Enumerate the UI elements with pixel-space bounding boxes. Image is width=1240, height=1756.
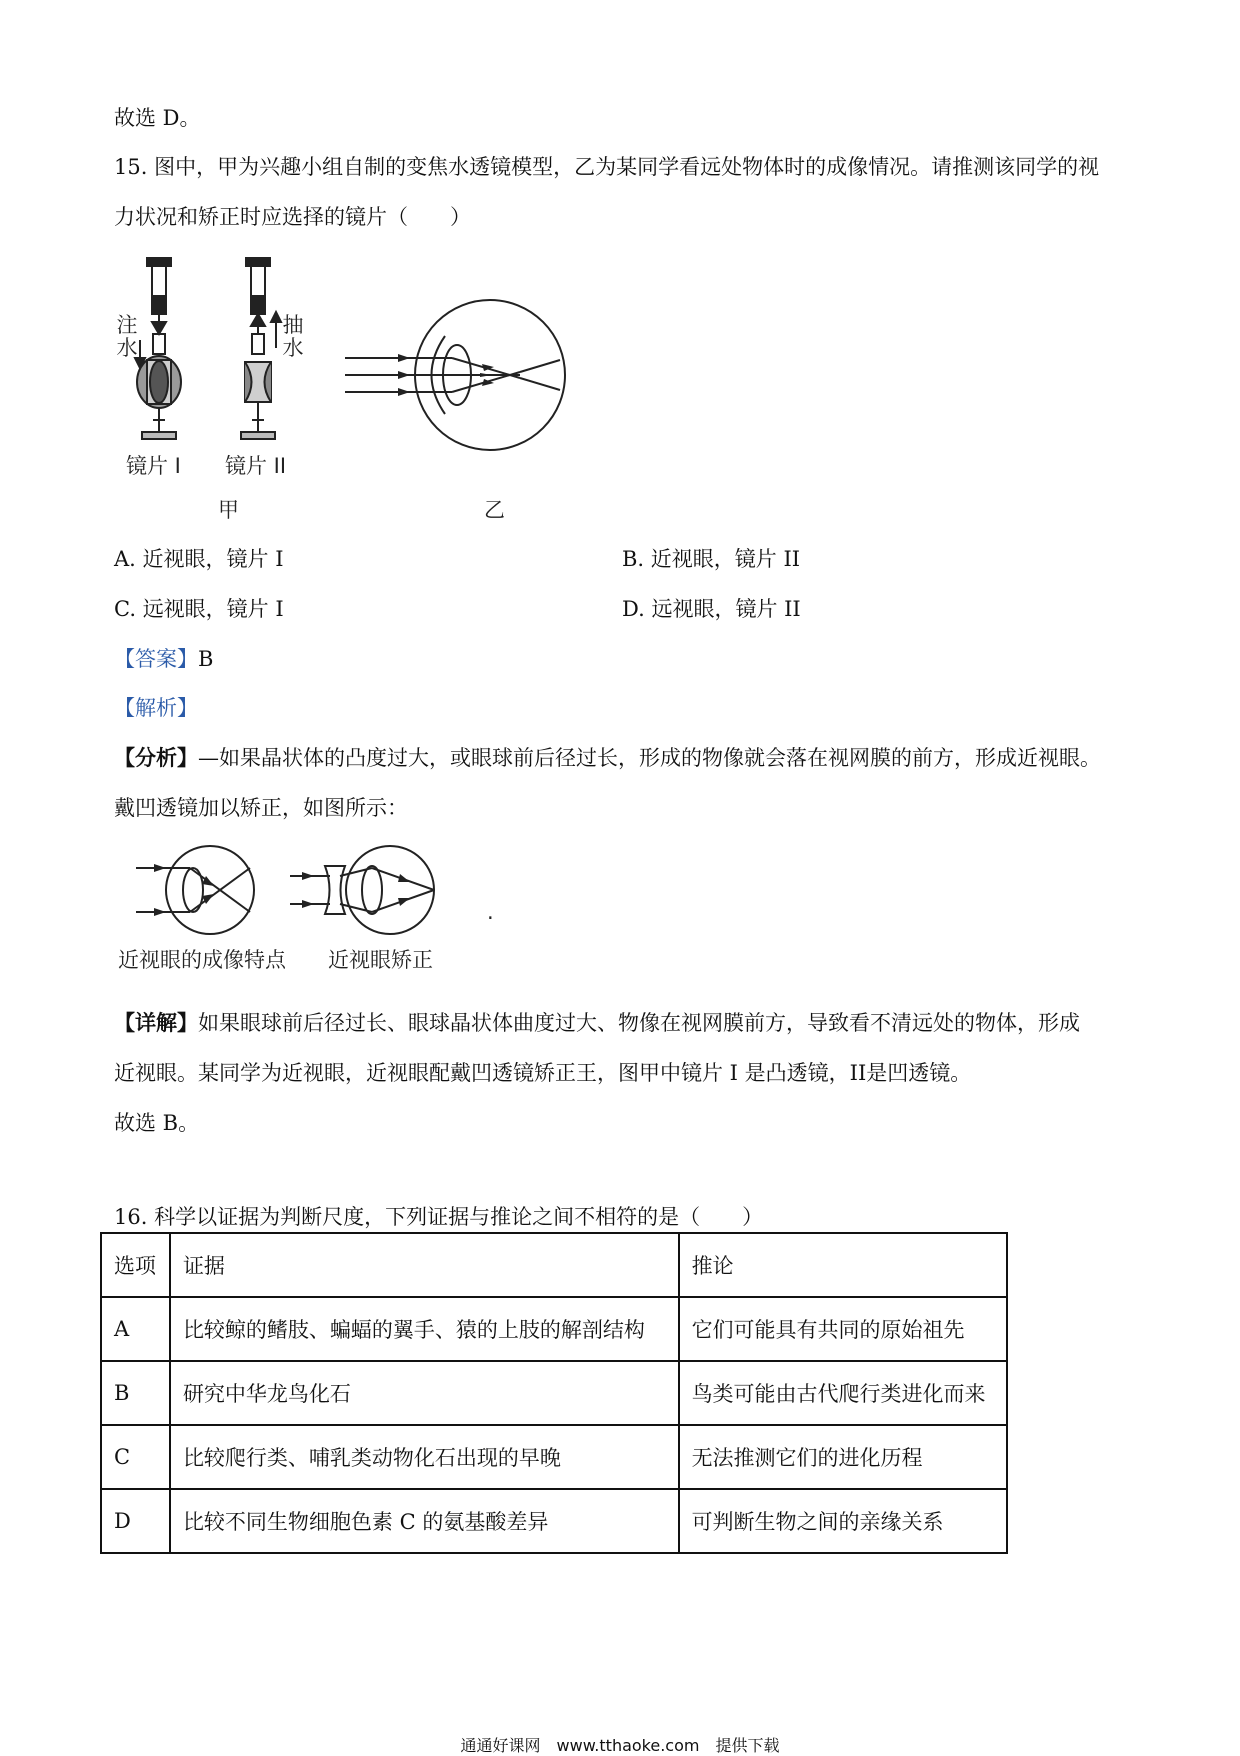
analysis-line2: 戴凹透镜加以矫正，如图所示： [114,796,408,820]
analysis-tag: 【解析】 [114,696,198,720]
table-header-cell: 推论 [679,1233,1007,1297]
table-cell-inference: 鸟类可能由古代爬行类进化而来 [679,1361,1007,1425]
detail-text-1: 如果眼球前后径过长、眼球晶状体曲度过大、物像在视网膜前方，导致看不清远处的物体，形成 [198,1011,1080,1035]
table-row [101,1489,1007,1553]
option-b-text: 近视眼，镜片 II [650,547,801,571]
table-row [101,1297,1007,1361]
extract-water-label: 抽水 [282,313,304,360]
q15-conclusion: 故选 B。 [114,1111,200,1135]
option-c-text: 远视眼，镜片 I [142,597,284,621]
table-cell-inference: 它们可能具有共同的原始祖先 [679,1297,1007,1361]
previous-conclusion: 故选 D。 [114,106,201,130]
analysis-text-1: —如果晶状体的凸度过大，或眼球前后径过长，形成的物像就会落在视网膜的前方，形成近视眼。 [198,746,1101,770]
option-b-key: B. [622,547,645,571]
lens-1-label: 镜片 I [126,454,181,478]
table-row [101,1361,1007,1425]
table-header-cell: 证据 [170,1233,679,1297]
table-header-cell: 选项 [101,1233,170,1297]
q15-stem-line1: 15. 图中，甲为兴趣小组自制的变焦水透镜模型，乙为某同学看远处物体时的成像情况。请推测该同学的视 [114,155,1100,179]
diagram-label-myopia-correction: 近视眼矫正 [328,948,433,972]
table-cell-evidence: 比较爬行类、哺乳类动物化石出现的早晚 [170,1425,679,1489]
figure-label-jia: 甲 [218,498,239,522]
table-cell-option: A [101,1297,170,1361]
table-cell-inference: 无法推测它们的进化历程 [679,1425,1007,1489]
table-cell-evidence: 研究中华龙鸟化石 [170,1361,679,1425]
detail-line2: 近视眼。某同学为近视眼，近视眼配戴凹透镜矫正王，图甲中镜片 I 是凸透镜，II是凹透镜。 [114,1061,972,1085]
table-cell-option: C [101,1425,170,1489]
table-row [101,1425,1007,1489]
q15-stem-line2: 力状况和矫正时应选择的镜片（ ） [114,205,471,229]
table-cell-evidence: 比较不同生物细胞色素 C 的氨基酸差异 [170,1489,679,1553]
option-a-key: A. [114,547,136,571]
analysis-head: 【分析】 [114,745,198,770]
option-d-text: 远视眼，镜片 II [651,597,801,621]
detail-head: 【详解】 [114,1010,198,1035]
evidence-table [100,1232,1008,1554]
detail-line1 [114,1008,1080,1038]
table-cell-inference: 可判断生物之间的亲缘关系 [679,1489,1007,1553]
table-cell-option: D [101,1489,170,1553]
table-cell-option: B [101,1361,170,1425]
diagram-trailing-dot: . [487,900,494,924]
inject-water-label: 注水 [116,313,138,360]
table-header-row [101,1233,1007,1297]
figure-label-yi: 乙 [484,498,505,522]
table-cell-evidence: 比较鲸的鳍肢、蝙蝠的翼手、猿的上肢的解剖结构 [170,1297,679,1361]
answer-tag: 【答案】 [114,647,198,671]
option-a-text: 近视眼，镜片 I [142,547,284,571]
page-footer: 通通好课网 www.tthaoke.com 提供下载 [460,1736,780,1755]
diagram-label-myopia-imaging: 近视眼的成像特点 [118,948,286,972]
option-d-key: D. [622,597,645,621]
option-c-key: C. [114,597,136,621]
q16-stem: 16. 科学以证据为判断尺度，下列证据与推论之间不相符的是（ ） [114,1205,764,1229]
lens-2-label: 镜片 II [225,454,287,478]
answer-value: B [198,647,214,671]
